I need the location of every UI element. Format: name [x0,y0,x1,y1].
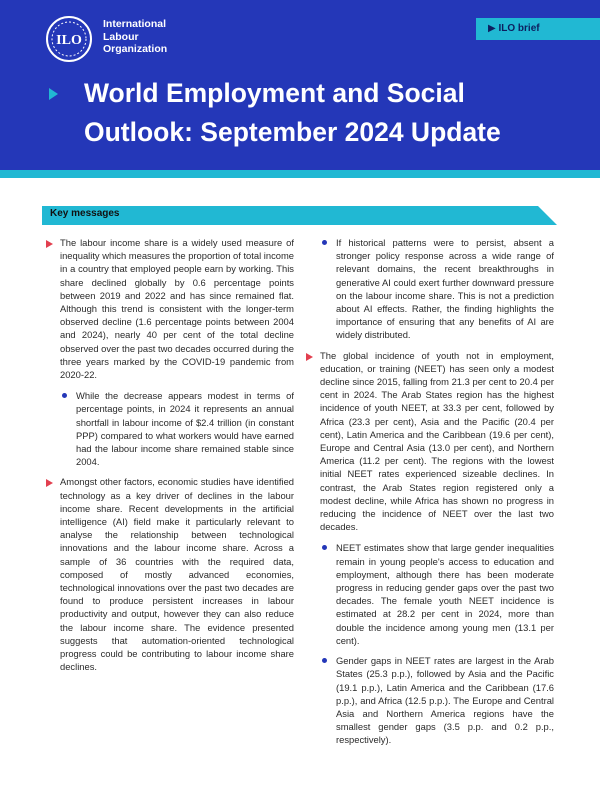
key-message-text: Amongst other factors, economic studies have identified technology as a key driver of declines in the labour income share. Recent developments in the artificial intelligence (AI) field make it particularly relevant to analyse the relationship between technological innovations and the labour income share. Across a sample of 36 countries with the required data, composed of mostly advanced economies, technological innovations over the past two decades are found to produce persistent increases in labour productivity and output, however they can also reduce the labour income share. The evidence presented suggests that automation-oriented technological progress could be contributing to labour income share declines. [60,476,294,673]
sub-bullet-text: While the decrease appears modest in terms of percentage points, in 2024 it represents an annual shortfall in labour income of $2.4 trillion (in constant PPP) compared to what workers would have earned had the labour income share remained stable since 2004. [76,390,294,468]
key-messages-heading: Key messages [50,208,120,219]
title-arrow-icon [49,88,58,100]
title-line-1: World Employment and Social [84,78,465,108]
blue-dot-bullet-icon [62,393,67,398]
play-icon: ▶ [488,23,496,34]
red-triangle-bullet-icon [46,240,53,248]
ilo-logo-icon[interactable] [44,14,94,64]
header-banner [0,0,600,178]
right-column [306,236,554,754]
org-line-1: International [103,18,167,30]
red-triangle-bullet-icon [46,479,53,487]
svg-text:ILO: ILO [56,33,82,48]
org-line-3: Organization [103,43,168,55]
sub-bullet-item [322,654,554,746]
sub-bullet-item [62,389,294,468]
blue-dot-bullet-icon [322,240,327,245]
header-stripe [0,170,600,178]
sub-bullet-text: Gender gaps in NEET rates are largest in the Arab States (25.3 p.p.), followed by Asia and the Pacific (19.1 p.p.), Latin America and the Caribbean (17.6 p.p.), and Africa (12.5 p.p.). The Europe and Central Asia and Northern America regions have the smallest gender gaps (3.5 p.p. and 0.2 p.p., respectively). [336,655,554,746]
org-line-2: Labour [103,30,139,43]
sub-bullet-item [322,236,554,342]
key-message-item [46,475,294,673]
key-message-item [306,349,554,534]
key-message-item [46,236,294,381]
ilo-brief-tag [476,18,600,40]
sub-bullet-text: NEET estimates show that large gender inequalities remain in young people's access to education and employment, although there has been moderate progress in reducing gender gaps over the past two decades. The female youth NEET incidence is estimated at 28.2 per cent in 2024, more than double the incidence among young men (13.1 per cent). [336,542,554,646]
sub-bullet-item [322,541,554,647]
title-line-2: Outlook: September 2024 Update [84,117,501,147]
left-column [46,236,294,682]
organization-name [103,18,167,56]
key-messages-bar [42,206,557,225]
key-message-text: The labour income share is a widely used measure of inequality which measures the proportion of total income in a country that employed people earn by working. This share declined globally by 0.6 percentage points between 2019 and 2022 and has since remained flat. Although this trend is consistent with the longer-term observed decline (1.6 percentage points between 2004 and 2024), nearly 40 per cent of the total decline observed over the past two decades occurred during the three years marked by the COVID-19 pandemic from 2020-22. [60,237,294,381]
key-message-text: The global incidence of youth not in employment, education, or training (NEET) has seen only a modest decline since 2015, falling from 21.3 per cent to 20.4 per cent in 2024. The Arab States region has the highest incidence of youth NEET, at 33.3 per cent, followed by Africa (23.3 per cent), Asia and the Pacific (20.4 per cent), Latin America and the Caribbean (19.6 per cent), Europe and Central Asia (13.0 per cent), and Northern America (11.2 per cent). The regions with the lowest initial NEET rates experienced sizeable declines. In contrast, the Arab States region registered only a modest decline, while Africa has shown no progress in reducing the incidence of NEET over the last two decades. [320,349,554,533]
sub-bullet-text: If historical patterns were to persist, absent a stronger policy response across a wide range of relevant domains, the recent breakthroughs in generative AI could exert further downward pressure on the labour income share. This is not a prediction about AI effects. Rather, the finding highlights the importance of ensuring that any benefits of AI are widely distributed. [336,237,554,341]
page-title [84,74,584,152]
brief-tag-label: ILO brief [498,23,540,34]
blue-dot-bullet-icon [322,545,327,550]
blue-dot-bullet-icon [322,658,327,663]
red-triangle-bullet-icon [306,353,313,361]
